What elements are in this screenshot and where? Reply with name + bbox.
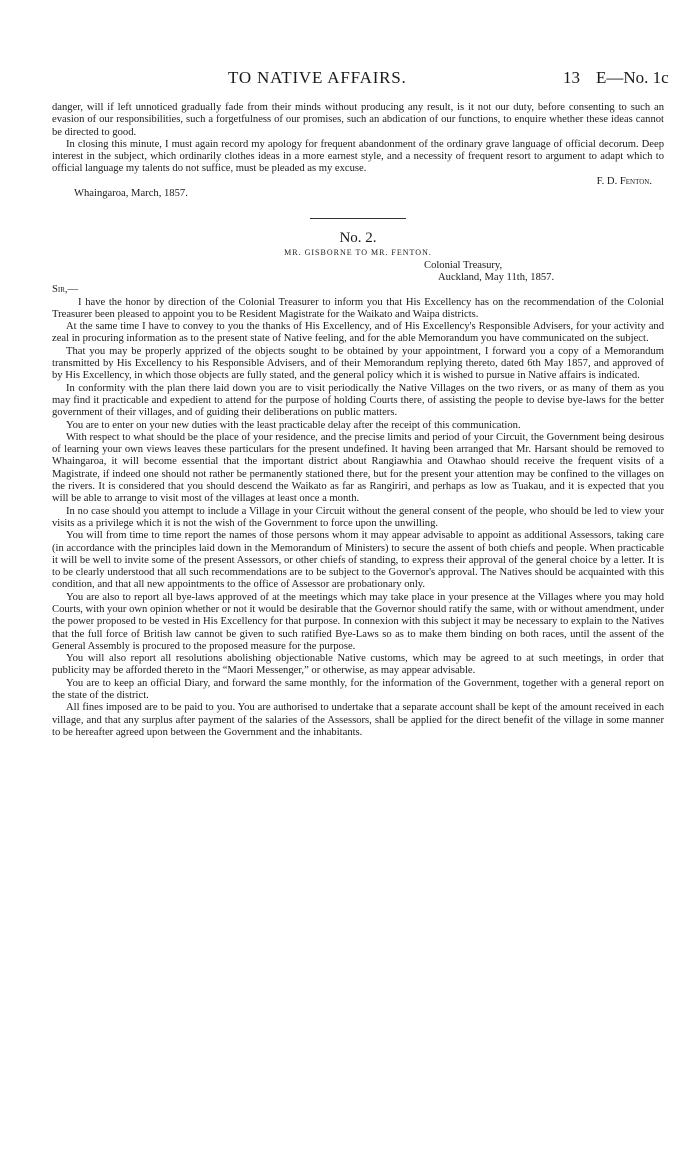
salutation: Sir,— xyxy=(52,284,79,296)
section-divider xyxy=(310,218,406,219)
signature-text: F. D. Fenton. xyxy=(596,175,652,187)
letter-paragraph: All fines imposed are to be paid to you. You are authorised to undertake that a separate account shall be kept of the amount received in each village, and that any surplus after payment of the salaries of the Assessors, shall be applied for the direct benefit of the village in some manner to be hereafter agreed upon between the Government and the inhabitants. xyxy=(52,702,664,738)
address-line-2: Auckland, May 11th, 1857. xyxy=(438,271,555,283)
page-title: TO NATIVE AFFAIRS. xyxy=(228,68,407,87)
letter-paragraph: At the same time I have to convey to you the thanks of His Excellency, and of His Excellency's Responsible Advisers, for your activity and zeal in procuring information as to the present state of Native feeling, and for the able Memorandum you have communicated on the subject. xyxy=(52,321,664,345)
letter-paragraph: With respect to what should be the place of your residence, and the precise limits and period of your Circuit, the Government being desirous of learning your own views leaves these particulars for the present undefined. It having been arranged that Mr. Harsant should be removed to Whaingaroa, it will become essential that the important district about Rangiawhia and Otawhao should receive the frequent visits of a Magistrate, if indeed one should not rather be permanently stationed there, but for the present your attention may be confined to the villages on the rivers. It is considered that you should descend the Waikato as far as Rangiriri, and perhaps as low as Tuakau, and it is expected that you will be able to arrange to visit most of the villages at least once a month. xyxy=(52,431,664,505)
letter-paragraph: You are to keep an official Diary, and forward the same monthly, for the information of the Government, together with a general report on the state of the district. xyxy=(52,677,664,702)
running-head xyxy=(0,68,700,92)
letter-paragraph: You will also report all resolutions abolishing objectionable Native customs, which may be agreed to at such meetings, in order that publicity may be afforded thereto in the “Maori Messenger,” or otherwise, as may appear advisable. xyxy=(52,653,664,677)
letter-paragraph: In conformity with the plan there laid down you are to visit periodically the Native Villages on the two rivers, or as many of them as you may find it practicable and expedient to attend for the purpose of holding Courts there, of assisting the people to devise bye-laws for the better government of their villages, and of guiding their deliberations on public matters. xyxy=(52,382,664,419)
page-body xyxy=(52,102,664,739)
dateline: Whaingaroa, March, 1857. xyxy=(74,188,188,200)
minute-paragraph-2: In closing this minute, I must again record my apology for frequent abandonment of the ordinary grave language of official decorum. Deep interest in the subject, which ordinarily clothes ideas in a more earnest style, and a necessity of frequent resort to argument to adapt which to official language my talents do not suffice, must be pleaded as my excuse. xyxy=(52,138,664,175)
letter-number: No. 2. xyxy=(339,230,377,247)
letter-paragraph: I have the honor by direction of the Colonial Treasurer to inform you that His Excellency has on the recommendation of the Colonial Treasurer been pleased to appoint you to be Resident Magistrate for the Waikato and Waipa districts. xyxy=(52,296,664,320)
letter-paragraph: That you may be properly apprized of the objects sought to be obtained by your appointment, I forward you a copy of a Memorandum transmitted by His Excellency to his Responsible Advisers, and of their Memorandum replying thereto, dated 6th May 1857, and approved of by His Excellency, in which those objects are fully stated, and the general policy which it is wished to pursue in Native affairs is indicated. xyxy=(52,345,664,382)
letter-caption: MR. GISBORNE TO MR. FENTON. xyxy=(284,248,432,258)
page-number: 13 xyxy=(563,68,580,87)
letter-paragraph: You are also to report all bye-laws approved of at the meetings which may take place in your presence at the Villages where you may hold Courts, with your own opinion whether or not it would be desirable that the Governor should ratify the same, with or without amendment, under the power proposed to be vested in His Excellency for that purpose. In connexion with this subject it may be necessary to explain to the Natives that the full force of British law cannot be given to such ratified Bye-Laws so as to make them binding on both races, until the assent of the General Assembly is procured to the proposed measure for the purpose. xyxy=(52,591,664,652)
signature xyxy=(52,176,664,188)
letter-paragraph: In no case should you attempt to include a Village in your Circuit without the general consent of the people, who should be led to view your visits as a privilege which it is not the wish of the Government to force upon the unwilling. xyxy=(52,505,664,529)
letter-paragraph: You will from time to time report the names of those persons whom it may appear advisable to appoint as additional Assessors, taking care (in accordance with the principles laid down in the Memorandum of Ministers) to secure the assent of both chiefs and people. When practicable it will be well to invite some of the present Assessors, or other chiefs of standing, to express their approval of the general choice by a letter. It is to be clearly understood that all such recommendations are to be subject to the Governor's approval. The Natives should be acquainted with this condition, and that all new appointments to the office of Assessor are probationary only. xyxy=(52,530,664,591)
letter-paragraph: You are to enter on your new duties with the least practicable delay after the receipt of this communication. xyxy=(66,419,521,431)
document-reference: E—No. 1c xyxy=(596,68,669,87)
minute-paragraph-1: danger, will if left unnoticed gradually fade from their minds without producing any result, is it not our duty, before consenting to such an evasion of our responsibilities, such a forgetfulness of our promises, such an abdication of our functions, to enquire whether these ideas cannot be directed to good. xyxy=(52,102,664,138)
address-line-1: Colonial Treasury, xyxy=(424,259,503,271)
